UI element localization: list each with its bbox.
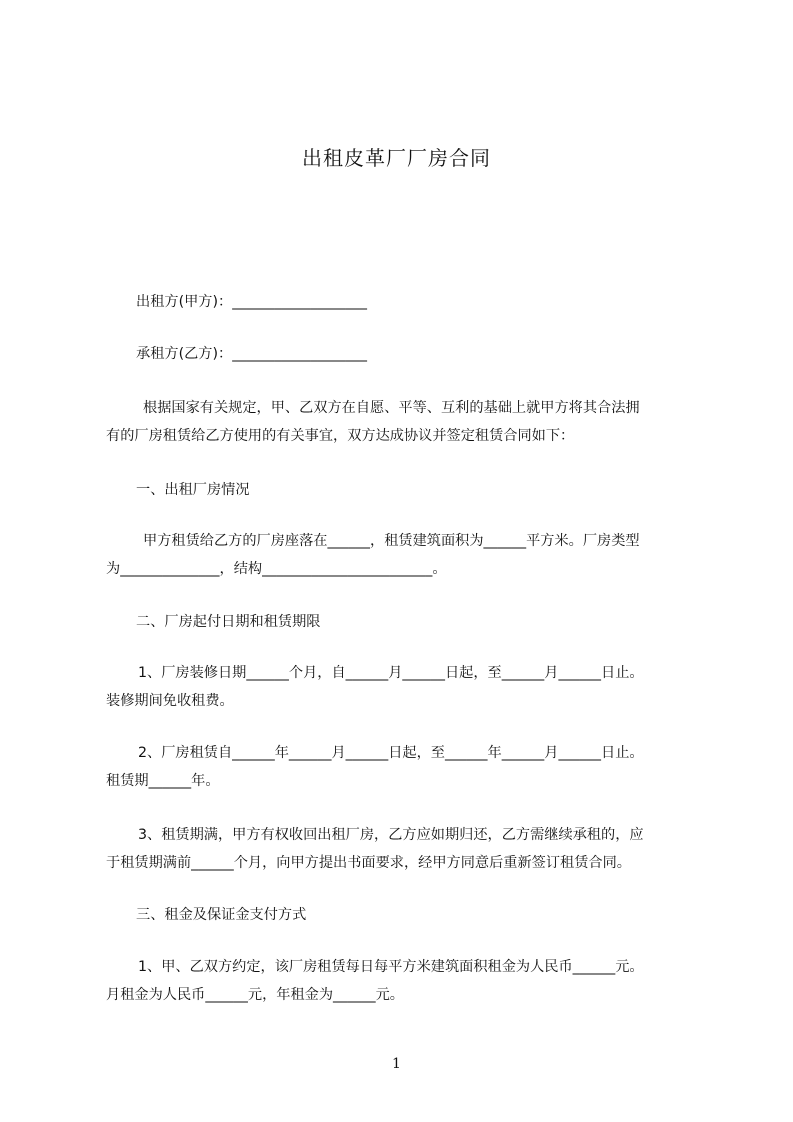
section-3-heading: 三、租金及保证金支付方式 [136,907,307,923]
preamble-line-2: 有的厂房租赁给乙方使用的有关事宜，双方达成协议并签定租赁合同如下： [106,428,575,444]
section-2-item-2-line-1: 2、厂房租赁自______年______月______日起，至______年______月______日止。 [138,745,644,761]
preamble-line-1: 根据国家有关规定，甲、乙双方在自愿、平等、互利的基础上就甲方将其合法拥 [143,400,640,416]
party-a-line: 出租方(甲方)：___________________ [136,294,367,310]
section-3-item-1-line-2: 月租金为人民币______元，年租金为______元。 [106,987,404,1003]
section-1-line-2: 为______________，结构________________________。 [106,561,447,577]
section-1-heading: 一、出租厂房情况 [136,482,250,498]
section-1-line-1: 甲方租赁给乙方的厂房座落在______，租赁建筑面积为______平方米。厂房类型 [143,533,640,549]
section-2-item-3-line-2: 于租赁期满前______个月，向甲方提出书面要求，经甲方同意后重新签订租赁合同。 [106,855,631,871]
party-b-line: 承租方(乙方)：___________________ [136,346,367,362]
section-2-item-1-line-1: 1、厂房装修日期______个月，自______月______日起，至______月______日止。 [138,665,644,681]
section-2-item-3-line-1: 3、租赁期满，甲方有权收回出租厂房，乙方应如期归还，乙方需继续承租的，应 [138,827,644,843]
section-2-item-2-line-2: 租赁期______年。 [106,773,220,789]
section-2-item-1-line-2: 装修期间免收租费。 [106,693,234,709]
section-2-heading: 二、厂房起付日期和租赁期限 [136,614,321,630]
contract-title: 出租皮革厂厂房合同 [302,146,491,170]
page-number: 1 [392,1056,401,1072]
section-3-item-1-line-1: 1、甲、乙双方约定，该厂房租赁每日每平方米建筑面积租金为人民币______元。 [138,959,644,975]
